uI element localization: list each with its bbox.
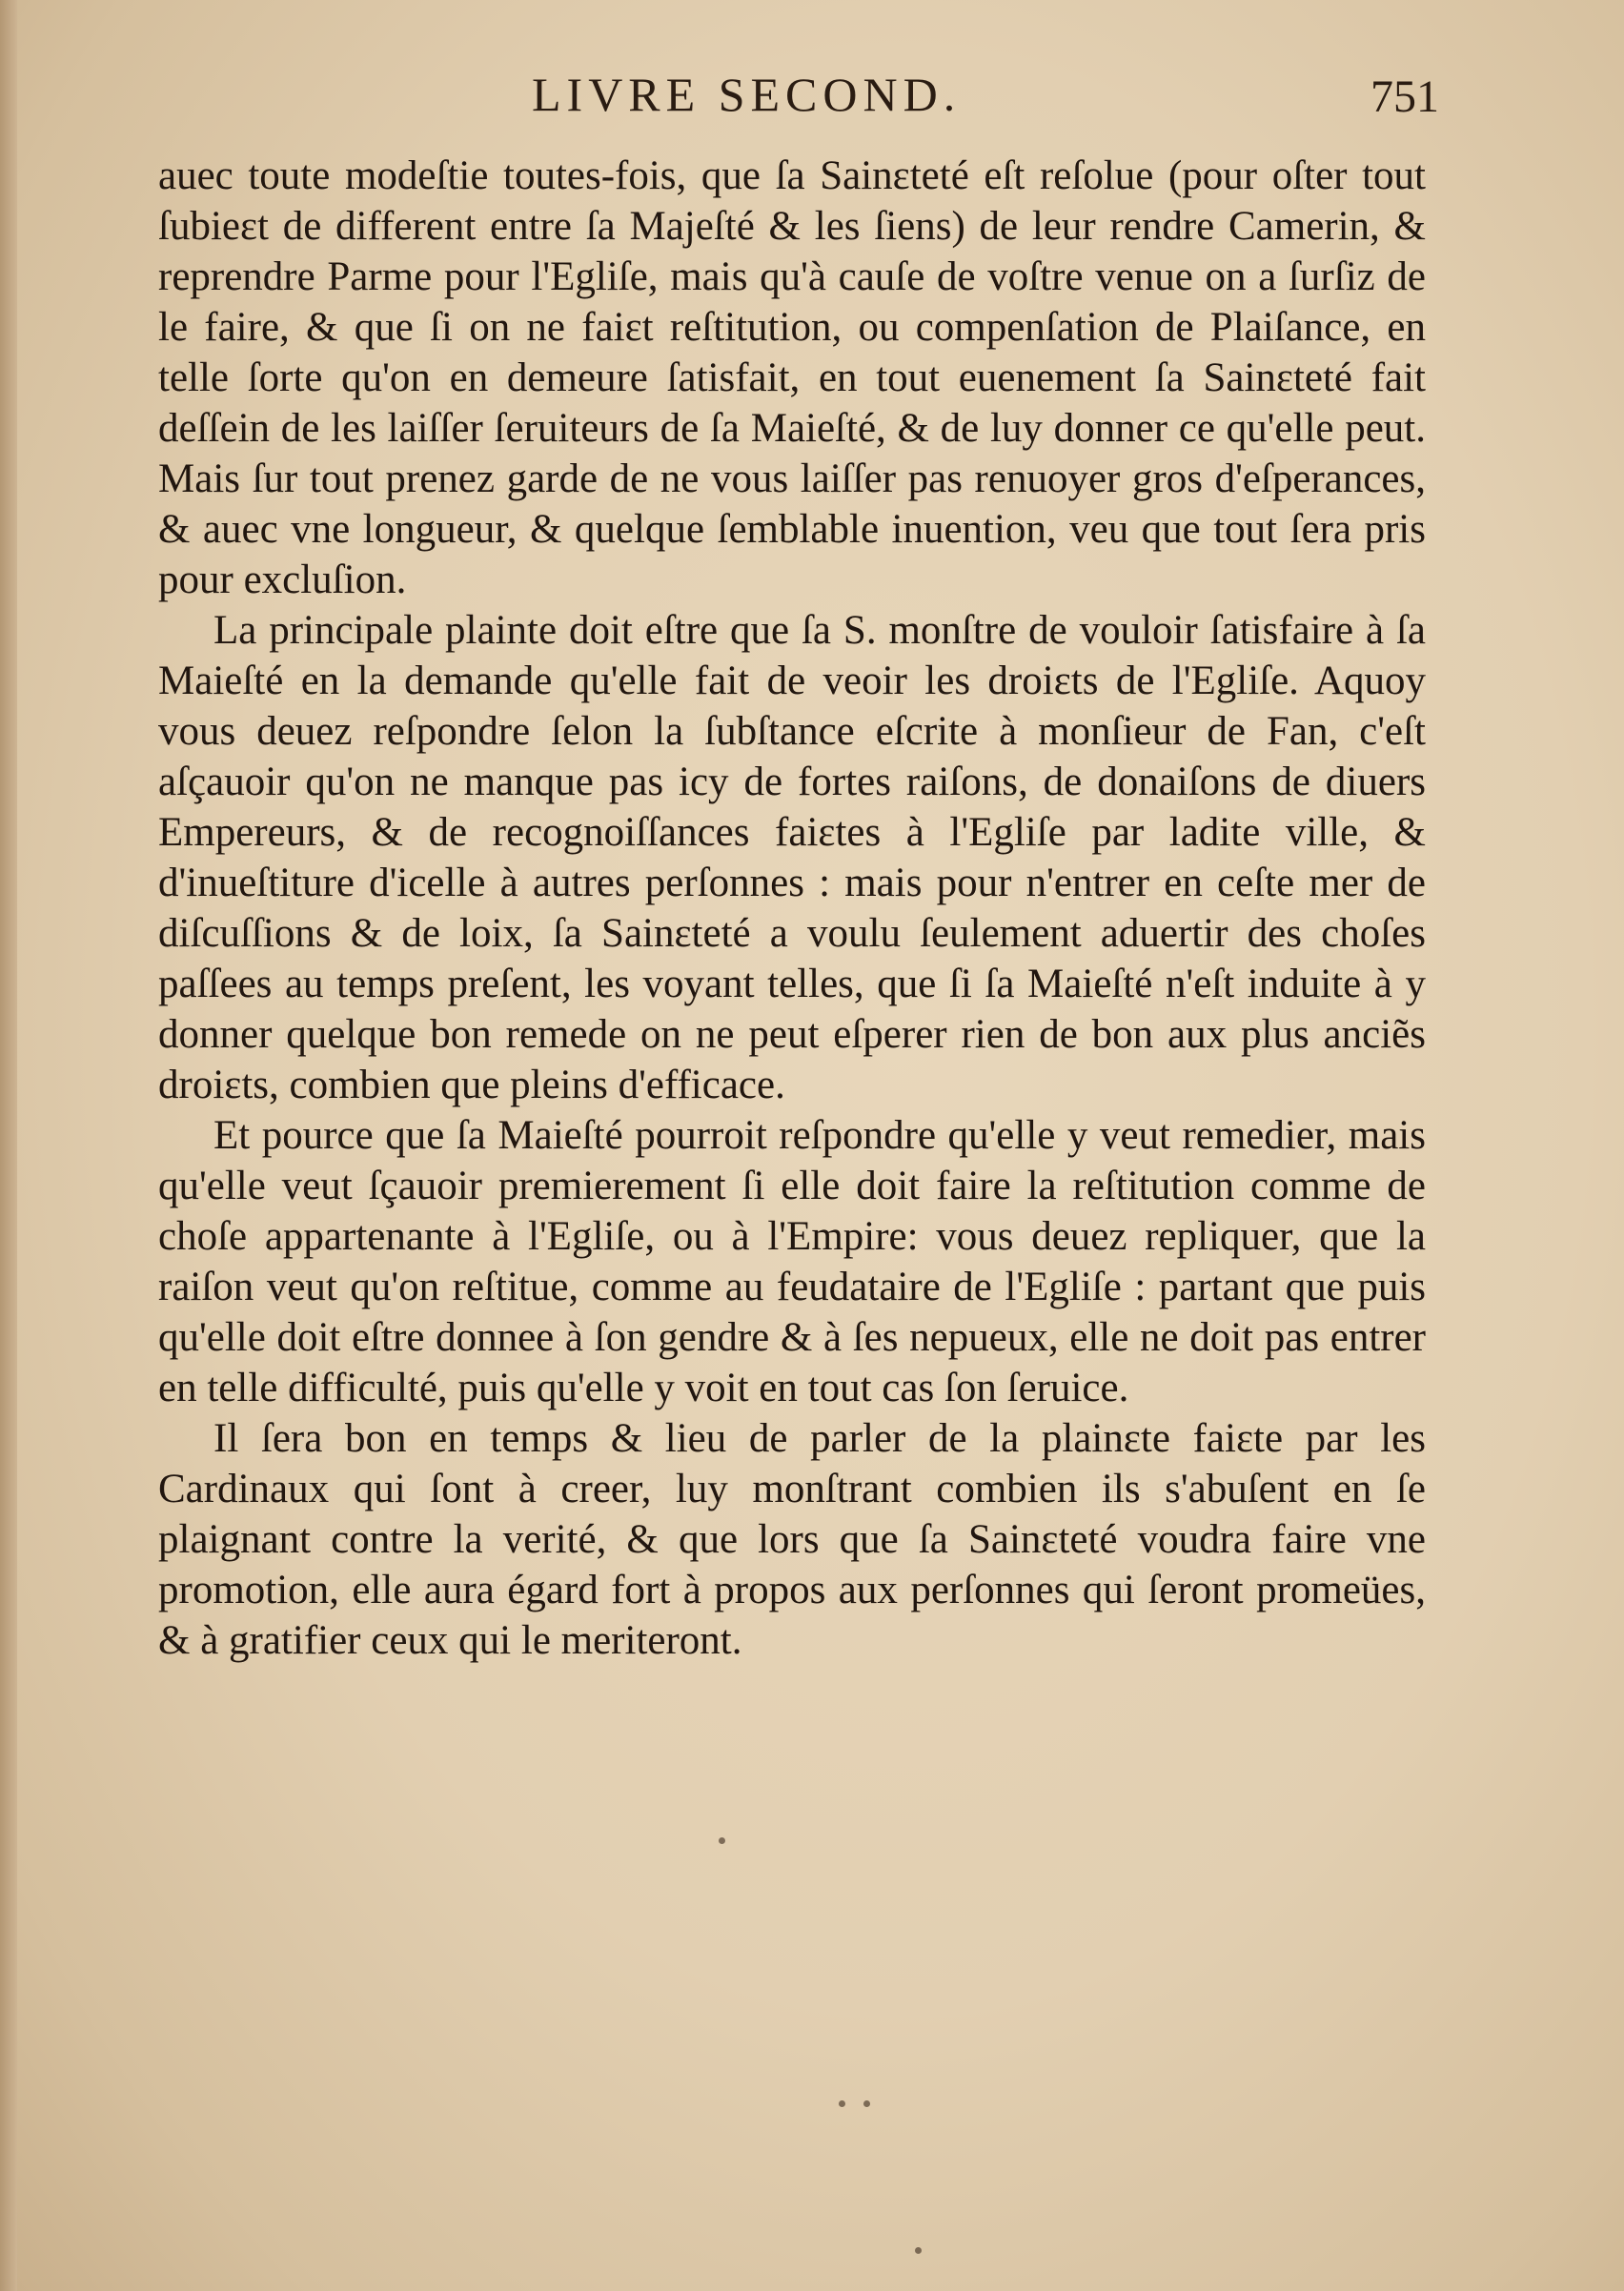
page-header: [17, 67, 1624, 143]
ink-speck: [863, 2100, 870, 2107]
running-title: LIVRE SECOND.: [532, 68, 962, 121]
ink-speck: [915, 2247, 922, 2254]
body-text: [158, 151, 1426, 1666]
ink-speck: [839, 2100, 845, 2107]
page-number: 751: [1370, 71, 1439, 122]
book-page: [17, 0, 1624, 2291]
paragraph-4: Il ſera bon en temps & lieu de parler de la plainɛte faiɛte par les Cardinaux qui ſont à creer, luy monſtrant combien ils s'abuſent en ſe plaignant contre la verité, & que lors que ſa Sainɛteté voudra faire vne promotion, elle aura égard fort à propos aux perſonnes qui ſeront promeües, & à gratifier ceux qui le meriteront.: [158, 1416, 1426, 1663]
paragraph-3: Et pource que ſa Maieſté pourroit reſpondre qu'elle y veut remedier, mais qu'elle veut ſçauoir premierement ſi elle doit faire la reſtitution comme de choſe appartenante à l'Egliſe, ou à l'Empire: vous deuez repliquer, que la raiſon veut qu'on reſtitue, comme au feudataire de l'Egliſe : partant que puis qu'elle doit eſtre donnee à ſon gendre & à ſes nepueux, elle ne doit pas entrer en telle difficulté, puis qu'elle y voit en tout cas ſon ſeruice.: [158, 1113, 1426, 1410]
binding-gutter: [0, 0, 17, 2291]
paragraph-2: La principale plainte doit eſtre que ſa S. monſtre de vouloir ſatisfaire à ſa Maieſté en la demande qu'elle fait de veoir les droiɛts de l'Egliſe. Aquoy vous deuez reſpondre ſelon la ſubſtance eſcrite à monſieur de Fan, c'eſt aſçauoir qu'on ne manque pas icy de fortes raiſons, de donaiſons de diuers Empereurs, & de recognoiſſances faiɛtes à l'Egliſe par ladite ville, & d'inueſtiture d'icelle à autres perſonnes : mais pour n'entrer en ceſte mer de diſcuſſions & de loix, ſa Sainɛteté a voulu ſeulement aduertir des choſes paſſees au temps preſent, les voyant telles, que ſi ſa Maieſté n'eſt induite à y donner quelque bon remede on ne peut eſperer rien de bon aux plus anciẽs droiɛts, combien que pleins d'efficace.: [158, 608, 1426, 1107]
paragraph-1: auec toute modeſtie toutes-fois, que ſa Sainɛteté eſt reſolue (pour oſter tout ſubieɛt de different entre ſa Majeſté & les ſiens) de leur rendre Camerin, & reprendre Parme pour l'Egliſe, mais qu'à cauſe de voſtre venue on a ſurſiz de le faire, & que ſi on ne faiɛt reſtitution, ou compenſation de Plaiſance, en telle ſorte qu'on en demeure ſatisfait, en tout euenement ſa Sainɛteté fait deſſein de les laiſſer ſeruiteurs de ſa Maieſté, & de luy donner ce qu'elle peut. Mais ſur tout prenez garde de ne vous laiſſer pas renuoyer gros d'eſperances, & auec vne longueur, & quelque ſemblable inuention, veu que tout ſera pris pour excluſion.: [158, 153, 1426, 602]
ink-speck: [719, 1837, 725, 1844]
